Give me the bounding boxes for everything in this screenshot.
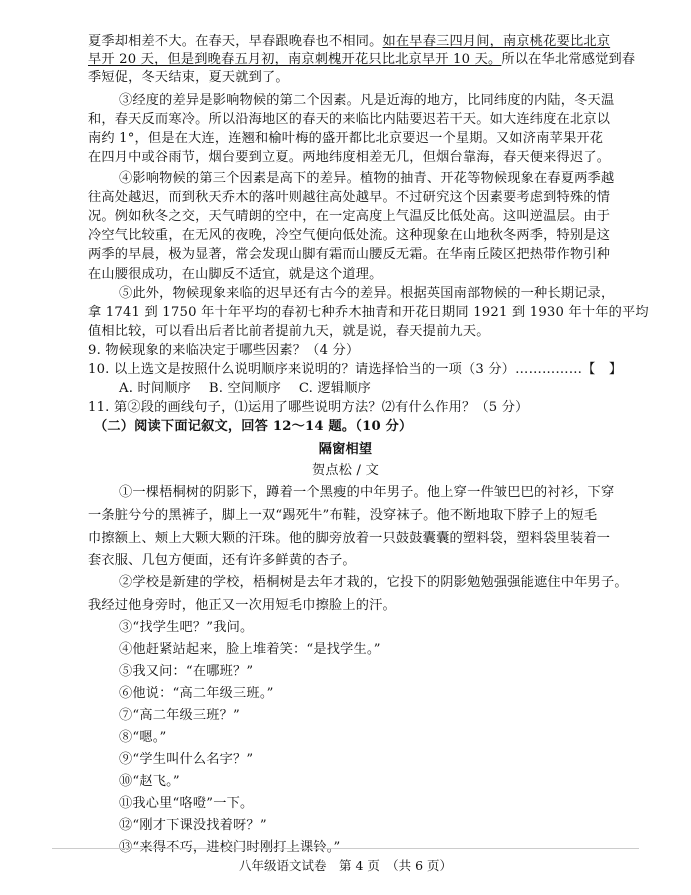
text-line xyxy=(0,462,691,480)
text-line xyxy=(119,92,614,110)
text-run: 值相比较，可以看出后者比前者提前九天，就是说，春天提前九天。 xyxy=(88,324,490,339)
text-line xyxy=(119,619,253,637)
text-line xyxy=(119,663,253,681)
text-line xyxy=(119,170,614,188)
text-line xyxy=(88,552,356,570)
text-run: 10. 以上选文是按照什么说明顺序来说明的？请选择恰当的一项（3 分）……………【 】 xyxy=(88,362,623,377)
text-run: 和，春天反而寒冷。所以沿海地区的春天的来临比内陆要迟若干天。如大连纬度在北京以 xyxy=(88,112,611,127)
text-run: A. 时间顺序 B. 空间顺序 C. 逻辑顺序 xyxy=(119,381,371,396)
text-run: 9. 物候现象的来临决定于哪些因素？（4 分） xyxy=(88,343,360,358)
text-line xyxy=(88,227,610,245)
text-line xyxy=(88,304,649,322)
text-run: 一条脏兮兮的黑裤子，脚上一双“踢死牛”布鞋，没穿袜子。他不断地取下脖子上的短毛 xyxy=(88,508,598,523)
text-run: 拿 1741 到 1750 年十年平均的春初七种乔木抽青和开花日期同 1921 到 1930 年十年的平均 xyxy=(88,305,649,320)
text-line xyxy=(119,707,240,725)
text-line xyxy=(88,399,529,417)
text-run: ⑤此外，物候现象来临的迟早还有古今的差异。根据英国南部物候的一种长期记录， xyxy=(119,286,615,301)
text-run: ⑪我心里“咯噔”一下。 xyxy=(119,796,254,811)
text-line xyxy=(94,418,412,436)
text-run: ③“找学生吧？”我问。 xyxy=(119,620,254,635)
text-line xyxy=(88,189,610,207)
text-run: ①一棵梧桐树的阴影下，蹲着一个黑瘦的中年男子。他上穿一件皱巴巴的衬衫，下穿 xyxy=(119,485,615,500)
text-run: ②学校是新建的学校，梧桐树是去年才栽的，它投下的阴影勉勉强强能遮住中年男子。 xyxy=(119,575,628,590)
text-run: ⑩“赵飞。” xyxy=(119,774,180,789)
text-run: 季短促，冬天结束，夏天就到了。 xyxy=(88,70,289,85)
text-line xyxy=(119,285,614,303)
text-line xyxy=(88,246,610,264)
text-line xyxy=(119,729,166,747)
text-run: 夏季却相差不大。在春天，早春跟晚春也不相同。 xyxy=(88,34,383,49)
text-run: ⑧“嗯。” xyxy=(119,730,167,745)
text-line xyxy=(88,69,289,87)
text-line xyxy=(88,530,610,548)
text-line xyxy=(88,208,610,226)
text-line xyxy=(119,484,614,502)
text-run: ⑫“刚才下课没找着呀？” xyxy=(119,818,267,833)
text-line xyxy=(119,751,253,769)
text-run: 往高处越迟，而到秋天乔木的落叶则越往高处越早。不过研究这个因素要考虑到特殊的情 xyxy=(88,190,611,205)
text-line xyxy=(88,130,603,148)
text-line xyxy=(119,817,267,835)
underlined-text: 早开 20 天，但是到晚春五月初，南京刺槐开花只比北京早开 10 天。 xyxy=(88,52,502,67)
page-footer: 八年级语文试卷 第 4 页 （共 6 页） xyxy=(238,858,453,873)
text-run: （二）阅读下面记叙文，回答 12～14 题。（10 分） xyxy=(94,419,413,434)
text-line xyxy=(119,773,180,791)
text-run: 巾擦额上、颊上大颗大颗的汗珠。他的脚旁放着一只鼓鼓囊囊的塑料袋，塑料袋里装着一 xyxy=(88,531,611,546)
text-run: ⑦“高二年级三班？” xyxy=(119,708,240,723)
text-run: ⑬“来得不巧，进校门时刚打上课铃。” xyxy=(119,840,341,855)
text-line xyxy=(88,342,359,360)
text-line xyxy=(119,795,253,813)
text-line xyxy=(119,380,371,398)
text-run: 所以在华北常感觉到春 xyxy=(501,52,636,67)
text-run: 隔窗相望 xyxy=(318,442,373,457)
text-run: 南约 1°，但是在大连，连翘和榆叶梅的盛开都比北京要迟一个星期。又如济南苹果开花 xyxy=(88,131,604,146)
text-run: ④影响物候的第三个因素是高下的差异。植物的抽青、开花等物候现象在春夏两季越 xyxy=(119,171,615,186)
text-line xyxy=(88,323,490,341)
text-run: 两季的早晨，极为显著，常会发现山脚有霜而山腰反无霜。在华南丘陵区把热带作物引种 xyxy=(88,247,611,262)
text-line xyxy=(119,641,381,659)
text-run: 我经过他身旁时，他正又一次用短毛巾擦脸上的汗。 xyxy=(88,598,396,613)
text-run: 在四月中或谷雨节，烟台要到立夏。两地纬度相差无几，但烟台靠海，春天便来得迟了。 xyxy=(88,150,611,165)
text-run: 套衣服、几包方便面，还有许多鲜黄的杏子。 xyxy=(88,553,356,568)
text-line xyxy=(88,111,610,129)
text-line xyxy=(88,149,610,167)
text-line xyxy=(119,574,628,592)
text-run: 11. 第②段的画线句子，⑴运用了哪些说明方法？⑵有什么作用？（5 分） xyxy=(88,400,529,415)
text-line xyxy=(88,33,610,51)
text-line xyxy=(0,441,691,459)
text-line xyxy=(88,51,635,69)
text-run: 在山腰很成功，在山脚反不适宜，就是这个道理。 xyxy=(88,267,383,282)
text-run: ⑤我又问：“在哪班？” xyxy=(119,664,254,679)
text-line xyxy=(88,507,597,525)
text-run: 贺点松 / 文 xyxy=(312,463,379,478)
text-run: ③经度的差异是影响物候的第二个因素。凡是近海的地方，比同纬度的内陆，冬天温 xyxy=(119,93,615,108)
text-run: 况。例如秋冬之交，天气晴朗的空中，在一定高度上气温反比低处高。这叫逆温层。由于 xyxy=(88,209,611,224)
text-run: ④他赶紧站起来，脸上堆着笑：“是找学生。” xyxy=(119,642,381,657)
text-line xyxy=(88,361,622,379)
text-run: ⑨“学生叫什么名字？” xyxy=(119,752,254,767)
text-line xyxy=(88,597,396,615)
text-run: 冷空气比较重，在无风的夜晚，冷空气便向低处流。这种现象在山地秋冬两季，特别是这 xyxy=(88,228,611,243)
footer-divider xyxy=(52,848,639,849)
text-run: ⑥他说：“高二年级三班。” xyxy=(119,686,274,701)
text-line xyxy=(119,685,274,703)
text-line xyxy=(88,266,383,284)
underlined-text: 如在早春三四月间，南京桃花要比北京 xyxy=(382,34,611,49)
